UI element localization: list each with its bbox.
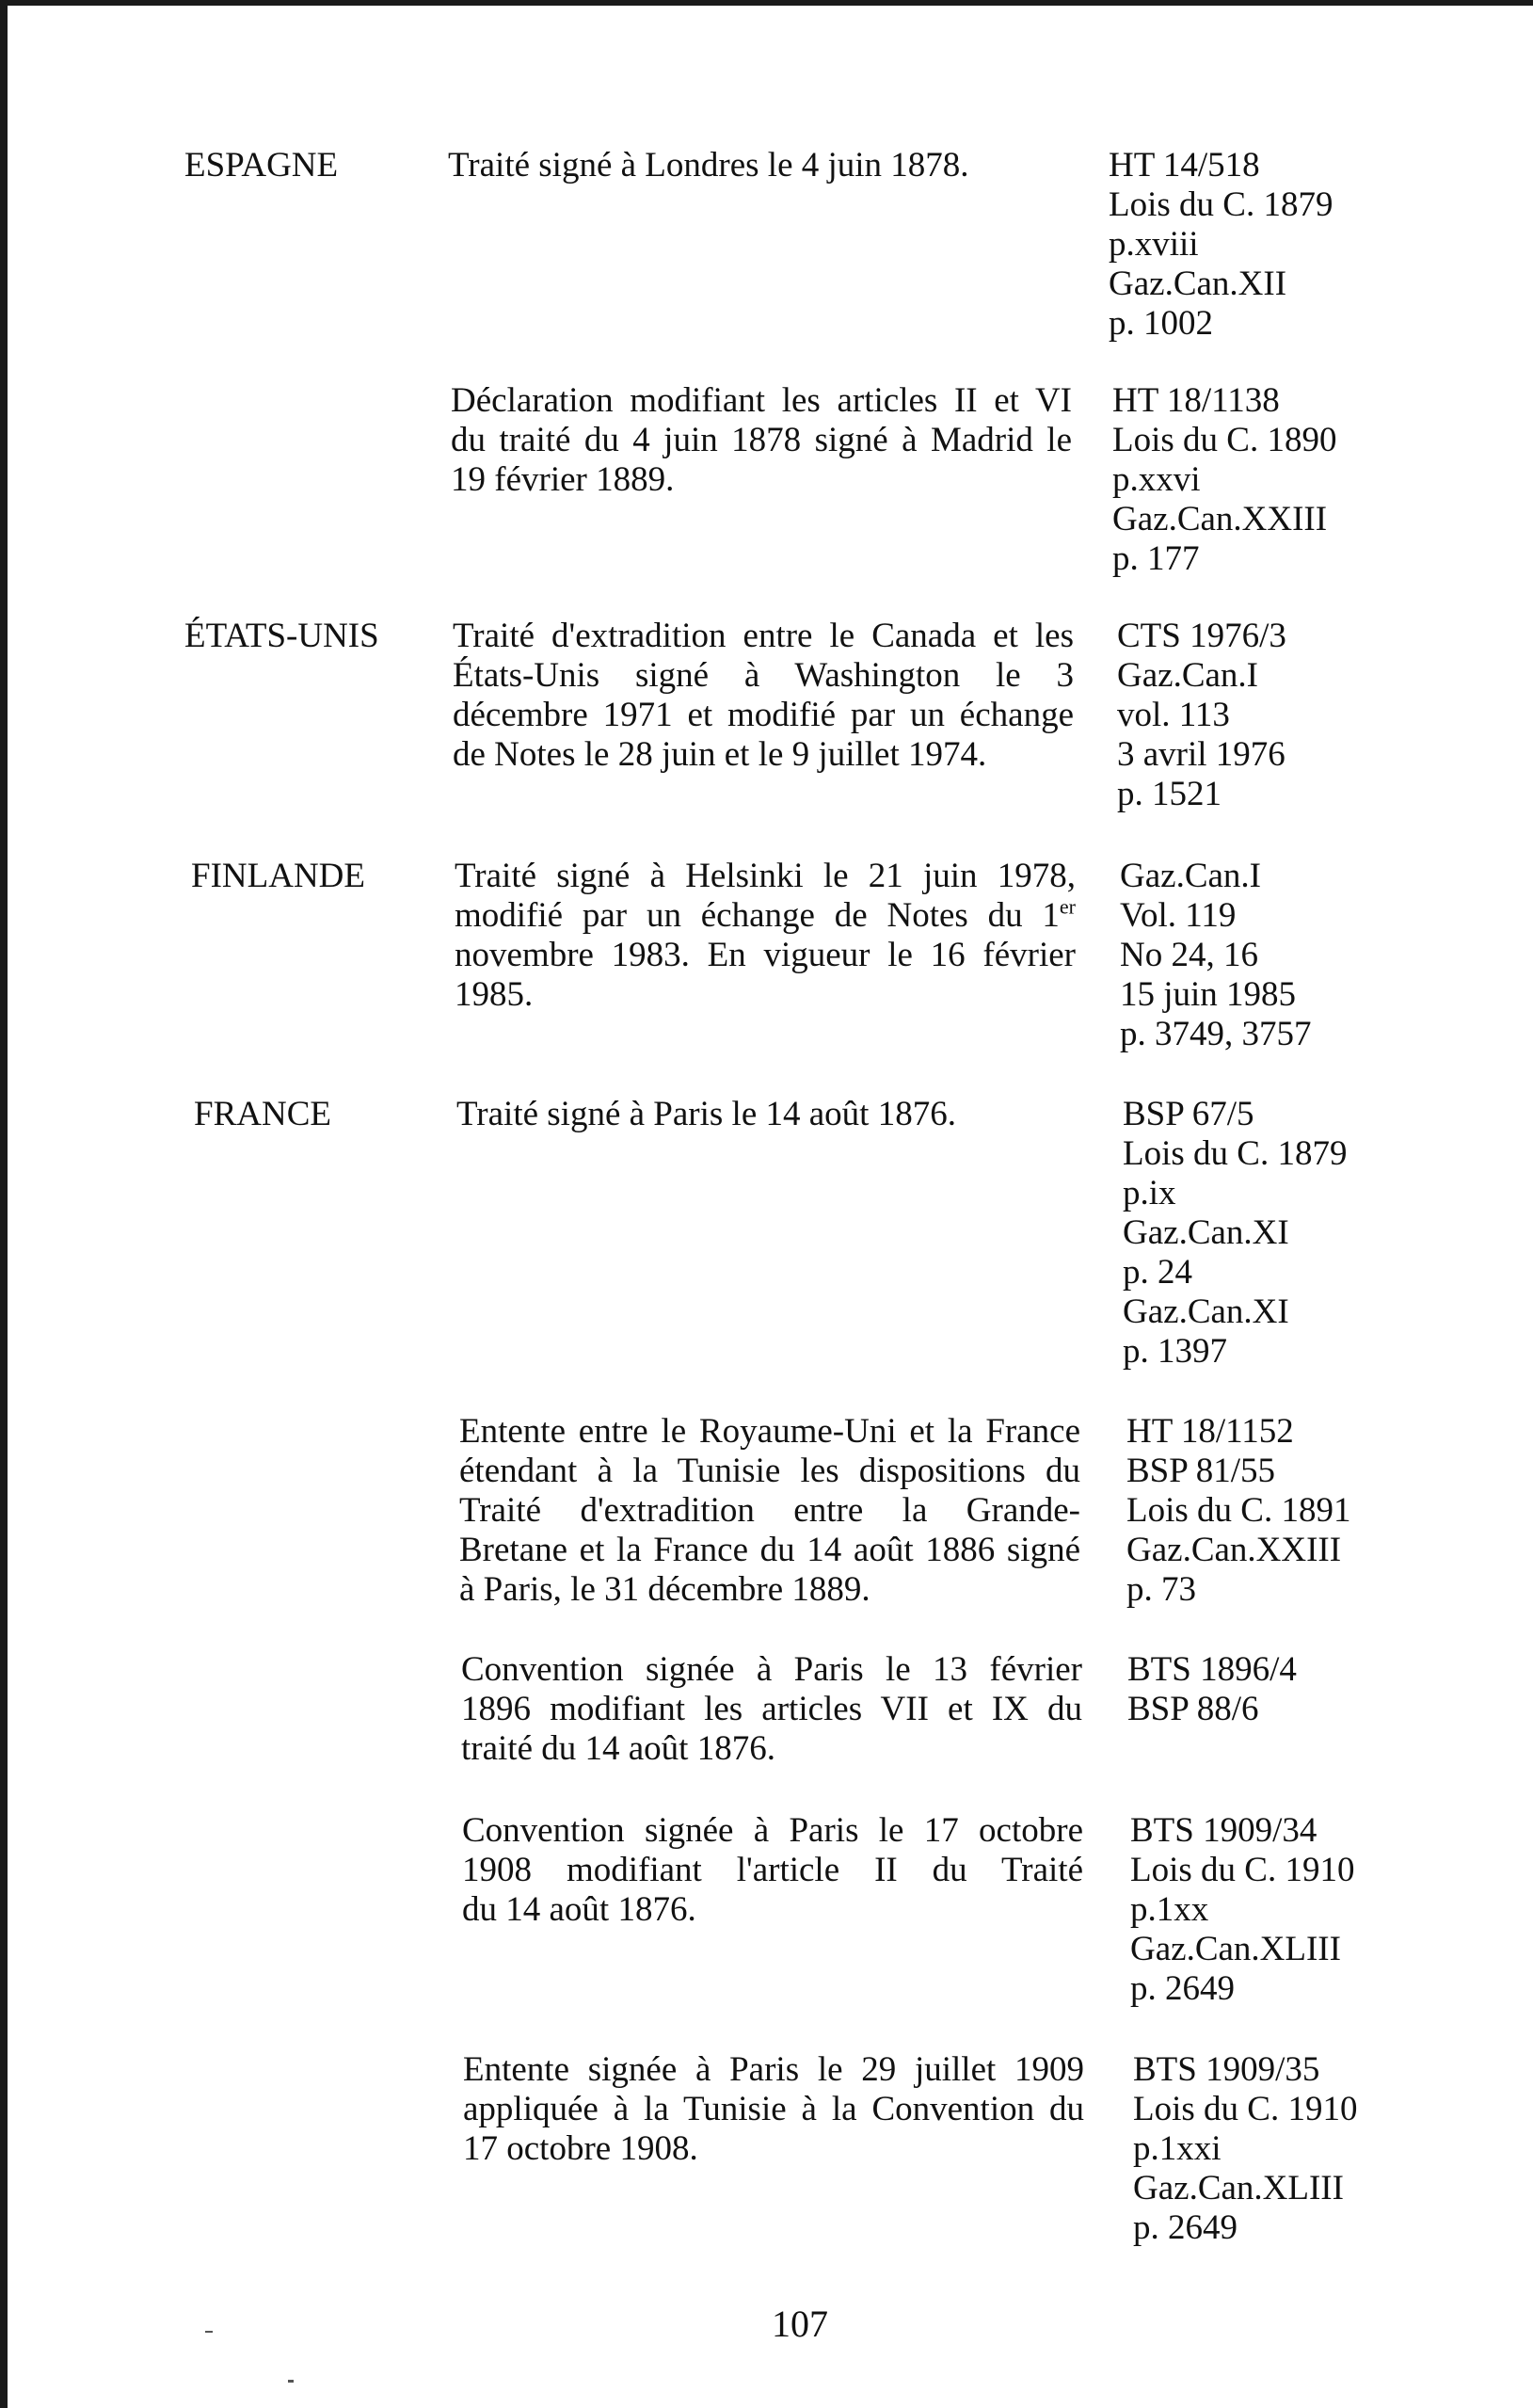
reference-line: p.xxvi: [1112, 460, 1201, 499]
reference-line: Lois du C. 1879: [1123, 1134, 1348, 1173]
reference-line: Gaz.Can.I: [1117, 656, 1258, 695]
description-line: de Notes le 28 juin et le 9 juillet 1974.: [453, 735, 987, 774]
scan-speck: [288, 2380, 294, 2383]
treaty-reference: [1133, 2050, 1357, 2248]
description-line: Traité d'extradition entre le Canada et les: [453, 617, 1074, 655]
reference-line: Vol. 119: [1120, 896, 1237, 935]
treaty-description: [453, 617, 1074, 775]
reference-line: p. 1397: [1123, 1332, 1227, 1371]
country-name: FRANCE: [194, 1095, 331, 1133]
reference-line: vol. 113: [1117, 696, 1230, 734]
reference-line: p. 2649: [1133, 2208, 1238, 2247]
reference-line: BSP 81/55: [1126, 1452, 1275, 1490]
reference-line: Lois du C. 1890: [1112, 421, 1337, 459]
description-line: Entente entre le Royaume-Uni et la France: [459, 1412, 1080, 1451]
reference-line: BTS 1909/34: [1130, 1811, 1317, 1850]
superscript: er: [1059, 894, 1076, 919]
description-line: à Paris, le 31 décembre 1889.: [459, 1570, 870, 1609]
country-name: FINLANDE: [191, 857, 365, 895]
reference-line: Lois du C. 1879: [1109, 185, 1333, 224]
reference-line: Gaz.Can.XXIII: [1126, 1531, 1342, 1569]
reference-line: p. 73: [1126, 1570, 1196, 1609]
reference-line: Lois du C. 1891: [1126, 1491, 1351, 1530]
treaty-reference: [1112, 381, 1336, 579]
treaty-reference: [1130, 1811, 1354, 2009]
description-line: décembre 1971 et modifié par un échange: [453, 696, 1074, 734]
scan-speck: [205, 2331, 213, 2333]
description-line: Convention signée à Paris le 13 février: [461, 1650, 1082, 1689]
description-line: Traité d'extradition entre la Grande-: [459, 1491, 1080, 1530]
reference-line: Gaz.Can.I: [1120, 857, 1261, 895]
reference-line: p. 1521: [1117, 775, 1222, 813]
treaty-reference: [1117, 617, 1286, 814]
reference-line: 3 avril 1976: [1117, 735, 1285, 774]
description-line: Convention signée à Paris le 17 octobre: [462, 1811, 1083, 1850]
description-line: 17 octobre 1908.: [463, 2129, 698, 2168]
reference-line: Gaz.Can.XII: [1109, 265, 1287, 303]
description-line: étendant à la Tunisie les dispositions du: [459, 1452, 1080, 1490]
description-line: Traité signé à Londres le 4 juin 1878.: [448, 146, 969, 185]
country-name: ESPAGNE: [184, 146, 339, 185]
reference-line: Lois du C. 1910: [1133, 2090, 1358, 2128]
description-line: États-Unis signé à Washington le 3: [453, 656, 1074, 695]
reference-line: 15 juin 1985: [1120, 975, 1297, 1014]
description-line: 1985.: [455, 975, 534, 1014]
reference-line: p. 2649: [1130, 1969, 1235, 2008]
description-line: 1908 modifiant l'article II du Traité: [462, 1851, 1083, 1889]
reference-line: BSP 67/5: [1123, 1095, 1254, 1133]
description-line: 19 février 1889.: [451, 460, 675, 499]
description-line: Bretane et la France du 14 août 1886 signé: [459, 1531, 1080, 1569]
reference-line: Gaz.Can.XXIII: [1112, 500, 1328, 538]
description-line: modifié par un échange de Notes du 1er: [455, 894, 1076, 935]
reference-line: HT 14/518: [1109, 146, 1260, 185]
reference-line: p. 24: [1123, 1253, 1192, 1292]
reference-line: BTS 1896/4: [1127, 1650, 1297, 1689]
reference-line: Lois du C. 1910: [1130, 1851, 1355, 1889]
description-line: du traité du 4 juin 1878 signé à Madrid le: [451, 421, 1072, 459]
reference-line: HT 18/1152: [1126, 1412, 1294, 1451]
reference-line: p.1xx: [1130, 1890, 1209, 1929]
treaty-reference: [1127, 1650, 1297, 1729]
reference-line: BTS 1909/35: [1133, 2050, 1320, 2089]
page-number: 107: [772, 2303, 828, 2345]
reference-line: CTS 1976/3: [1117, 617, 1286, 655]
treaty-reference: [1126, 1412, 1350, 1610]
treaty-description: [451, 381, 1072, 500]
treaty-description: [462, 1811, 1083, 1930]
reference-line: No 24, 16: [1120, 936, 1258, 974]
reference-line: Gaz.Can.XLIII: [1130, 1930, 1341, 1968]
reference-line: HT 18/1138: [1112, 381, 1280, 420]
description-line: traité du 14 août 1876.: [461, 1729, 775, 1768]
description-line: du 14 août 1876.: [462, 1890, 696, 1929]
treaty-description: [456, 1095, 1078, 1134]
treaty-reference: [1109, 146, 1333, 344]
reference-line: p. 177: [1112, 539, 1200, 578]
reference-line: Gaz.Can.XLIII: [1133, 2169, 1344, 2207]
reference-line: Gaz.Can.XI: [1123, 1213, 1289, 1252]
treaty-reference: [1120, 857, 1312, 1054]
description-line: novembre 1983. En vigueur le 16 février: [455, 936, 1076, 974]
reference-line: p.ix: [1123, 1174, 1176, 1212]
treaty-description: [455, 857, 1076, 1015]
description-line: Traité signé à Helsinki le 21 juin 1978,: [455, 857, 1076, 895]
reference-line: p.xviii: [1109, 225, 1199, 264]
reference-line: Gaz.Can.XI: [1123, 1292, 1289, 1331]
treaty-description: [461, 1650, 1082, 1769]
description-line: 1896 modifiant les articles VII et IX du: [461, 1690, 1082, 1728]
description-line: Entente signée à Paris le 29 juillet 1909: [463, 2050, 1084, 2089]
reference-line: BSP 88/6: [1127, 1690, 1259, 1728]
reference-line: p. 3749, 3757: [1120, 1015, 1312, 1053]
country-name: ÉTATS-UNIS: [184, 617, 379, 655]
reference-line: p.1xxi: [1133, 2129, 1222, 2168]
treaty-description: [448, 146, 1069, 185]
description-line: Déclaration modifiant les articles II et VI: [451, 381, 1072, 420]
treaty-reference: [1123, 1095, 1347, 1372]
treaty-description: [459, 1412, 1080, 1610]
description-line: appliquée à la Tunisie à la Convention du: [463, 2090, 1084, 2128]
treaty-description: [463, 2050, 1084, 2169]
reference-line: p. 1002: [1109, 304, 1213, 343]
description-line: Traité signé à Paris le 14 août 1876.: [456, 1095, 956, 1133]
